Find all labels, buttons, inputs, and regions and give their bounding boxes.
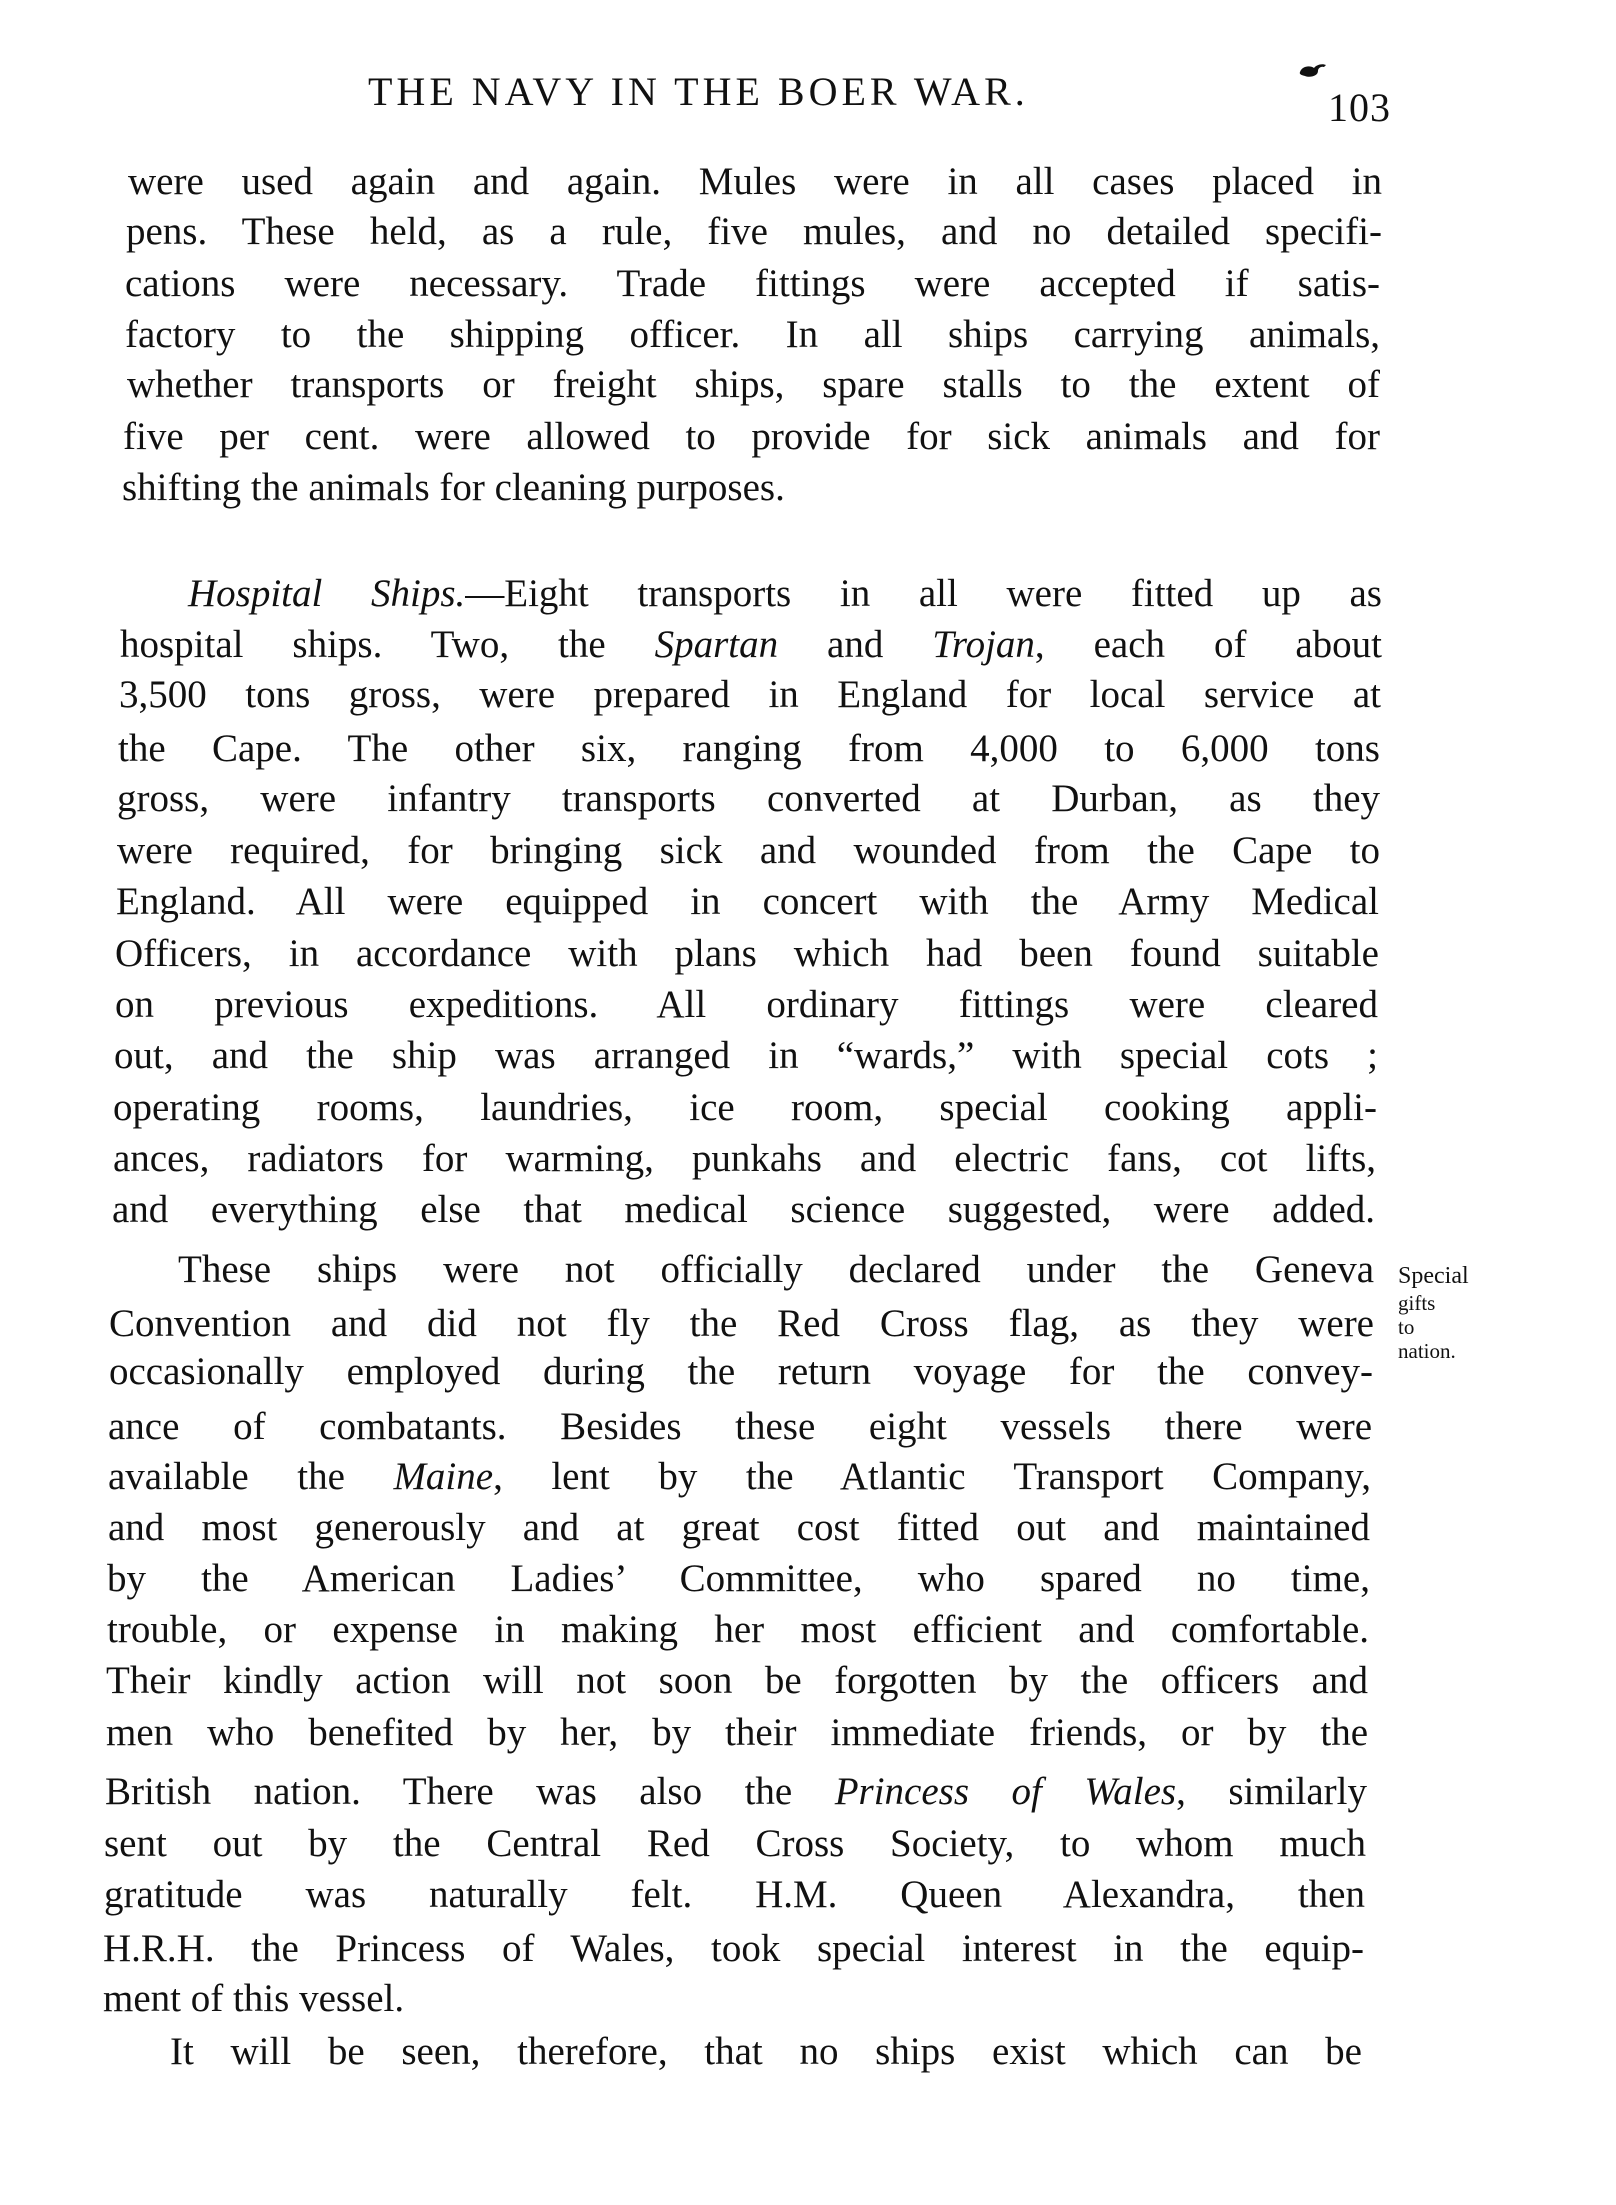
text-run: men who benefited by her, by their immediate friends, or by the	[106, 1711, 1368, 1754]
text-line	[117, 825, 1380, 877]
text-line	[122, 462, 785, 514]
text-run: the Cape. The other six, ranging from 4,000 to 6,000 tons	[118, 727, 1380, 770]
text-run: It will be seen, therefore, that no ships exist which can be	[170, 2030, 1362, 2073]
text-run: 3,500 tons gross, were prepared in England for local service at	[119, 673, 1381, 716]
text-line	[109, 1298, 1374, 1350]
text-line	[126, 206, 1382, 258]
text-run: and	[778, 623, 933, 666]
text-line	[113, 1133, 1376, 1185]
margin-note	[1398, 1262, 1469, 1363]
text-line	[106, 1707, 1368, 1759]
text-run: ment of this vessel.	[103, 1977, 405, 2020]
text-run: occasionally employed during the return voyage for the convey-	[109, 1350, 1373, 1393]
text-run: , each of about	[1034, 623, 1383, 666]
text-run: hospital ships. Two, the	[120, 623, 655, 666]
text-line	[125, 309, 1380, 361]
text-run: and everything else that medical science suggested, were added.	[112, 1188, 1375, 1231]
ink-blot-mark-icon	[1298, 62, 1328, 80]
text-run: These ships were not officially declared under the Geneva	[178, 1248, 1374, 1291]
text-run: cations were necessary. Trade fittings were accepted if satis-	[125, 262, 1380, 305]
margin-note-line: gifts	[1398, 1291, 1436, 1315]
page-number: 103	[1328, 85, 1391, 130]
text-line	[107, 1553, 1370, 1605]
text-run: gross, were infantry transports converted at Durban, as they	[117, 777, 1380, 820]
text-line	[116, 876, 1379, 928]
text-run: on previous expeditions. All ordinary fittings were cleared	[115, 983, 1378, 1026]
text-line	[188, 568, 1382, 620]
text-line	[108, 1401, 1372, 1453]
margin-note-line: to	[1398, 1315, 1415, 1339]
text-line	[103, 1973, 404, 2025]
text-line	[115, 979, 1378, 1031]
text-run: were used again and again. Mules were in all cases placed in	[128, 160, 1382, 203]
text-line	[178, 1244, 1374, 1296]
text-line	[128, 156, 1382, 208]
text-line	[109, 1346, 1373, 1398]
text-run: factory to the shipping officer. In all ships carrying animals,	[125, 313, 1380, 356]
text-run: gratitude was naturally felt. H.M. Queen Alexandra, then	[104, 1873, 1365, 1916]
text-run: ances, radiators for warming, punkahs and electric fans, cot lifts,	[113, 1137, 1376, 1180]
text-line	[113, 1082, 1377, 1134]
text-line	[104, 1818, 1366, 1870]
text-line	[118, 723, 1380, 775]
text-run: and most generously and at great cost fitted out and maintained	[108, 1506, 1370, 1549]
text-run: ance of combatants. Besides these eight vessels there were	[108, 1405, 1372, 1448]
text-line	[120, 619, 1382, 671]
text-run: Convention and did not fly the Red Cross flag, as they were	[109, 1302, 1374, 1345]
italic-text: Hospital Ships.	[188, 572, 466, 615]
margin-note-line: nation.	[1398, 1339, 1456, 1363]
text-line	[112, 1184, 1375, 1236]
text-run: Their kindly action will not soon be forgotten by the officers and	[106, 1659, 1368, 1702]
text-line	[114, 1030, 1378, 1082]
text-run: operating rooms, laundries, ice room, special cooking appli-	[113, 1086, 1377, 1129]
text-run: British nation. There was also the	[105, 1770, 835, 1813]
text-run: sent out by the Central Red Cross Society, to whom much	[104, 1822, 1366, 1865]
italic-text: Spartan	[654, 623, 779, 666]
text-line	[106, 1655, 1368, 1707]
text-run: out, and the ship was arranged in “wards,” with special cots ;	[114, 1034, 1378, 1077]
text-run: were required, for bringing sick and wounded from the Cape to	[117, 829, 1380, 872]
text-line	[170, 2026, 1362, 2078]
text-run: by the American Ladies’ Committee, who spared no time,	[107, 1557, 1370, 1600]
text-line	[104, 1869, 1365, 1921]
text-line	[115, 928, 1379, 980]
italic-text: Maine	[393, 1455, 494, 1498]
text-line	[125, 258, 1380, 310]
margin-note-line: Special	[1398, 1263, 1469, 1289]
italic-text: Princess of Wales	[834, 1770, 1177, 1813]
text-line	[108, 1451, 1371, 1503]
running-title: THE NAVY IN THE BOER WAR.	[368, 69, 1029, 114]
text-run: available the	[108, 1455, 394, 1498]
text-run: , similarly	[1176, 1770, 1367, 1813]
italic-text: Trojan	[932, 623, 1035, 666]
text-run: trouble, or expense in making her most efficient and comfortable.	[107, 1608, 1369, 1651]
text-run: pens. These held, as a rule, five mules, and no detailed specifi-	[126, 210, 1382, 253]
text-line	[105, 1766, 1367, 1818]
text-line	[127, 359, 1380, 411]
text-run: H.R.H. the Princess of Wales, took special interest in the equip-	[103, 1927, 1364, 1970]
text-run: , lent by the Atlantic Transport Company,	[493, 1455, 1371, 1498]
text-run: shifting the animals for cleaning purposes.	[122, 466, 785, 509]
text-line	[119, 669, 1381, 721]
text-run: five per cent. were allowed to provide for sick animals and for	[123, 415, 1380, 458]
text-run: whether transports or freight ships, spare stalls to the extent of	[127, 363, 1380, 406]
text-run: —Eight transports in all were fitted up as	[465, 572, 1382, 615]
text-line	[107, 1604, 1369, 1656]
text-run: Officers, in accordance with plans which had been found suitable	[115, 932, 1379, 975]
text-line	[123, 411, 1380, 463]
text-run: England. All were equipped in concert with the Army Medical	[116, 880, 1379, 923]
text-line	[117, 773, 1380, 825]
text-line	[108, 1502, 1370, 1554]
text-line	[103, 1923, 1364, 1975]
